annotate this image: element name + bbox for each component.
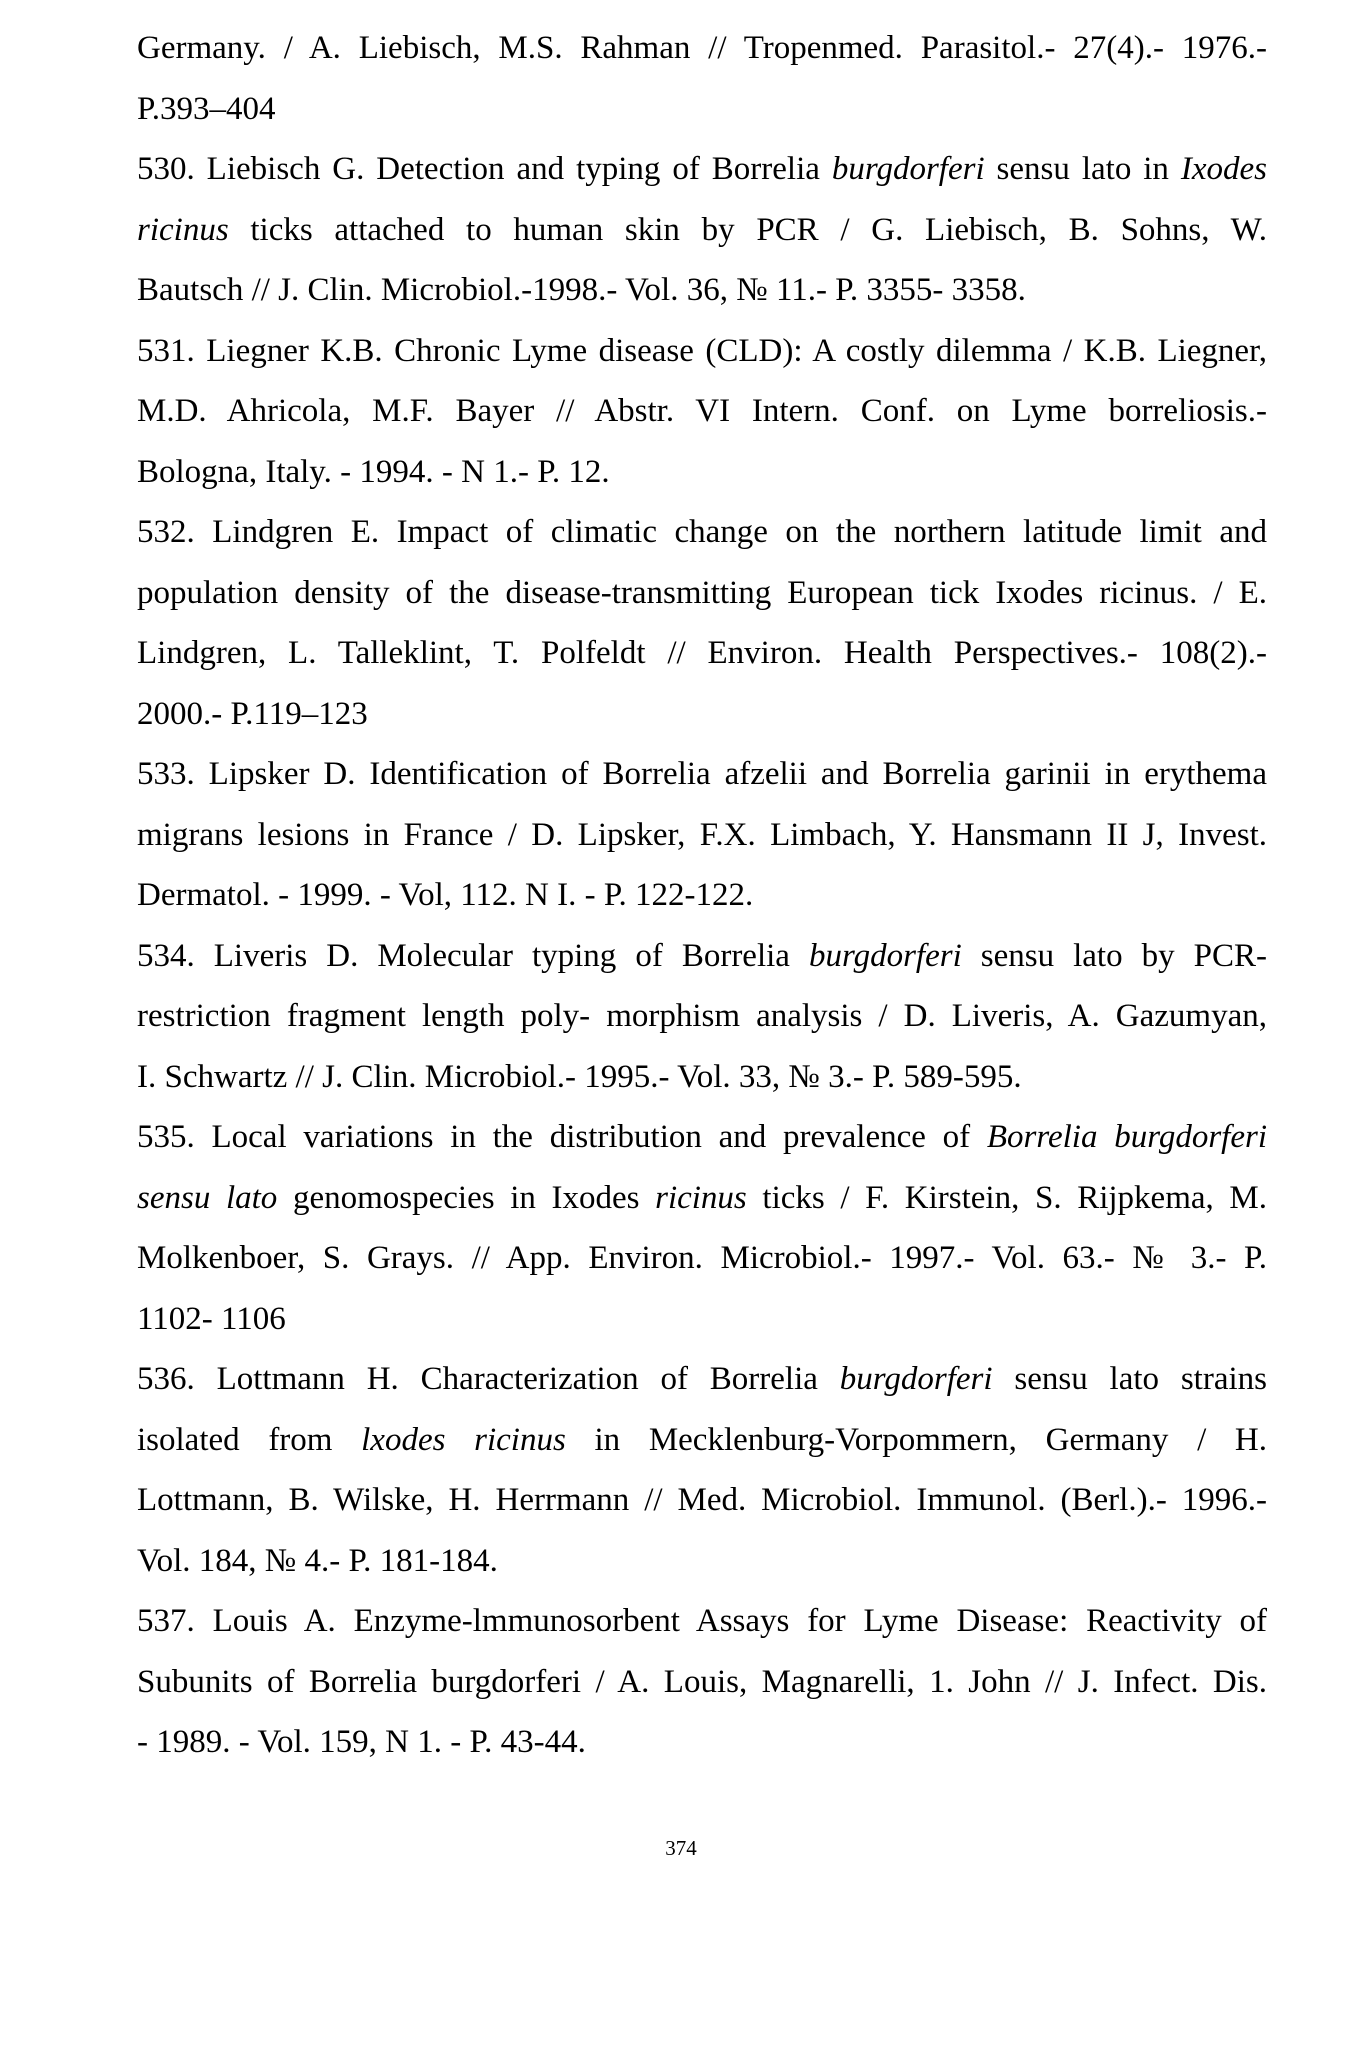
text-line: - 1989. - Vol. 159, N 1. - P. 43-44. bbox=[137, 1724, 586, 1760]
text-line: population density of the disease-transmitting European tick Ixodes ricinus. / E. bbox=[137, 574, 1267, 611]
text-line: Lottmann, B. Wilske, H. Herrmann // Med. Microbiol. Immunol. (Berl.).- 1996.- bbox=[137, 1482, 1267, 1518]
page-number: 374 bbox=[665, 1836, 697, 1860]
text-line: 534. Liveris D. Molecular typing of Borrelia burgdorferi sensu lato by PCR- bbox=[137, 937, 1267, 974]
text-line: 535. Local variations in the distribution and prevalence of Borrelia burgdorferi bbox=[137, 1119, 1268, 1155]
text-line: I. Schwartz // J. Clin. Microbiol.- 1995.- Vol. 33, № 3.- P. 589-595. bbox=[137, 1058, 1022, 1095]
text-line: M.D. Ahricola, M.F. Bayer // Abstr. VI Intern. Conf. on Lyme borreliosis.- bbox=[137, 393, 1267, 429]
text-line: Bautsch // J. Clin. Microbiol.-1998.- Vol. 36, № 11.- P. 3355- 3358. bbox=[137, 272, 1026, 308]
text-line: 532. Lindgren E. Impact of climatic change on the northern latitude limit and bbox=[137, 514, 1267, 550]
text-line: restriction fragment length poly- morphism analysis / D. Liveris, A. Gazumyan, bbox=[137, 998, 1267, 1034]
text-line: Vol. 184, № 4.- P. 181-184. bbox=[137, 1542, 498, 1579]
text-line: Bologna, Italy. - 1994. - N 1.- P. 12. bbox=[137, 453, 610, 490]
text-line: isolated from lxodes ricinus in Mecklenburg-Vorpommern, Germany / H. bbox=[137, 1421, 1267, 1458]
text-line: sensu lato genomospecies in Ixodes ricinus ticks / F. Kirstein, S. Rijpkema, M. bbox=[137, 1179, 1267, 1216]
text-line: 537. Louis A. Enzyme-lmmunosorbent Assays for Lyme Disease: Reactivity of bbox=[137, 1603, 1267, 1639]
text-line: 533. Lipsker D. Identification of Borrelia afzelii and Borrelia garinii in erythema bbox=[137, 756, 1267, 792]
reference-list bbox=[137, 18, 1267, 1773]
text-line: 536. Lottmann H. Characterization of Borrelia burgdorferi sensu lato strains bbox=[137, 1361, 1267, 1397]
text-line: Lindgren, L. Talleklint, T. Polfeldt // Environ. Health Perspectives.- 108(2).- bbox=[137, 635, 1267, 671]
text-line: Subunits of Borrelia burgdorferi / A. Louis, Magnarelli, 1. John // J. Infect. Dis. bbox=[137, 1663, 1267, 1700]
text-line: Molkenboer, S. Grays. // App. Environ. Microbiol.- 1997.- Vol. 63.- № 3.- P. bbox=[137, 1240, 1267, 1276]
text-line: Germany. / A. Liebisch, M.S. Rahman // Tropenmed. Parasitol.- 27(4).- 1976.- bbox=[137, 30, 1267, 66]
text-line: Dermatol. - 1999. - Vol, 112. N I. - P. 122-122. bbox=[137, 877, 754, 913]
text-line: 531. Liegner K.B. Chronic Lyme disease (CLD): A costly dilemma / K.B. Liegner, bbox=[137, 332, 1267, 369]
text-line: 1102- 1106 bbox=[137, 1300, 286, 1337]
text-line: 530. Liebisch G. Detection and typing of Borrelia burgdorferi sensu lato in Ixodes bbox=[137, 151, 1267, 187]
text-line: P.393–404 bbox=[137, 90, 276, 127]
text-line: 2000.- P.119–123 bbox=[137, 695, 368, 732]
text-line: ricinus ticks attached to human skin by PCR / G. Liebisch, B. Sohns, W. bbox=[137, 211, 1267, 248]
text-line: migrans lesions in France / D. Lipsker, F.X. Limbach, Y. Hansmann II J, Invest. bbox=[137, 816, 1267, 853]
